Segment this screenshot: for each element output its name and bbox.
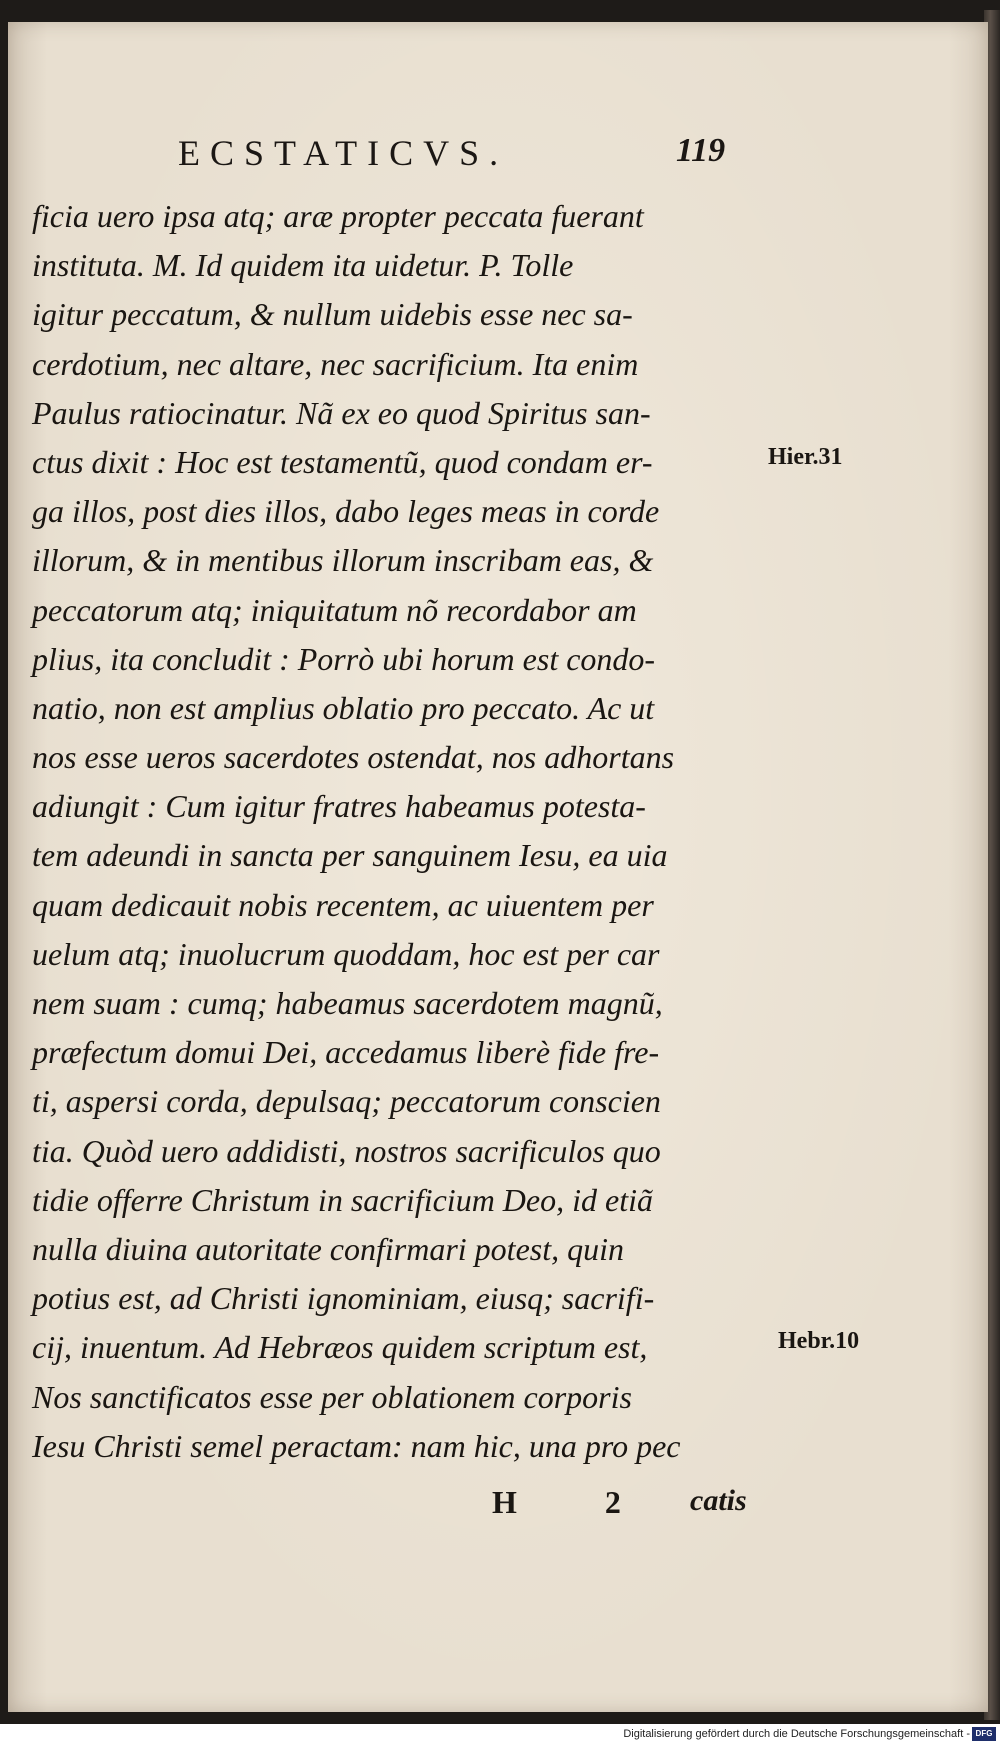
text-line-7: ga illos, post dies illos, dabo leges meas in corde <box>32 493 660 530</box>
text-line-11: natio, non est amplius oblatio pro peccato. Ac ut <box>32 689 655 726</box>
text-line-13: adiungit : Cum igitur fratres habeamus potesta- <box>32 788 646 825</box>
text-line-5: Paulus ratiocinatur. Nã ex eo quod Spiritus san- <box>32 394 651 431</box>
text-line-19: ti, aspersi corda, depulsaq; peccatorum conscien <box>32 1083 661 1120</box>
text-line-25: Nos sanctificatos esse per oblationem corporis <box>32 1378 632 1415</box>
text-line-18: præfectum domui Dei, accedamus liberè fide fre- <box>32 1034 660 1071</box>
text-line-14: tem adeundi in sancta per sanguinem Iesu, ea uia <box>32 837 668 874</box>
text-line-24: cij, inuentum. Ad Hebræos quidem scriptum est, <box>32 1329 648 1366</box>
marginal-note-hebr: Hebr.10 <box>778 1328 860 1354</box>
catchword: catis <box>690 1484 747 1517</box>
dfg-logo-icon: DFG <box>972 1727 996 1741</box>
footer-credit: Digitalisierung gefördert durch die Deutsche Forschungsgemeinschaft - <box>623 1728 970 1740</box>
text-line-3: igitur peccatum, & nullum uidebis esse nec sa- <box>32 296 633 333</box>
text-line-15: quam dedicauit nobis recentem, ac uiuentem per <box>32 886 654 923</box>
text-line-10: plius, ita concludit : Porrò ubi horum est condo- <box>32 640 656 677</box>
text-block <box>32 192 752 1471</box>
text-line-21: tidie offerre Christum in sacrificium Deo, id etiã <box>32 1181 653 1218</box>
text-line-20: tia. Quòd uero addidisti, nostros sacrificulos quo <box>32 1132 661 1169</box>
text-line-26: Iesu Christi semel peractam: nam hic, una pro pec <box>32 1427 681 1464</box>
text-line-1: ficia uero ipsa atq; aræ propter peccata fuerant <box>32 198 644 234</box>
text-line-22: nulla diuina autoritate confirmari potest, quin <box>32 1230 624 1267</box>
text-line-2: instituta. M. Id quidem ita uidetur. P. Tolle <box>32 247 574 284</box>
text-line-6: ctus dixit : Hoc est testamentũ, quod condam er- <box>32 443 653 480</box>
text-line-8: illorum, & in mentibus illorum inscribam eas, & <box>32 542 654 579</box>
marginal-note-hier: Hier.31 <box>768 444 843 470</box>
text-line-17: nem suam : cumq; habeamus sacerdotem magnũ, <box>32 985 663 1021</box>
signature-mark: H 2 <box>492 1484 661 1520</box>
running-head: ECSTATICVS. <box>178 133 509 173</box>
text-line-12: nos esse ueros sacerdotes ostendat, nos adhortans <box>32 739 675 776</box>
text-line-23: potius est, ad Christi ignominiam, eiusq; sacrifi- <box>32 1280 655 1317</box>
text-line-9: peccatorum atq; iniquitatum nõ recordabor am <box>32 591 637 628</box>
text-line-4: cerdotium, nec altare, nec sacrificium. Ita enim <box>32 345 639 382</box>
folio-number: 119 <box>676 132 726 169</box>
text-line-16: uelum atq; inuolucrum quoddam, hoc est per car <box>32 935 660 972</box>
